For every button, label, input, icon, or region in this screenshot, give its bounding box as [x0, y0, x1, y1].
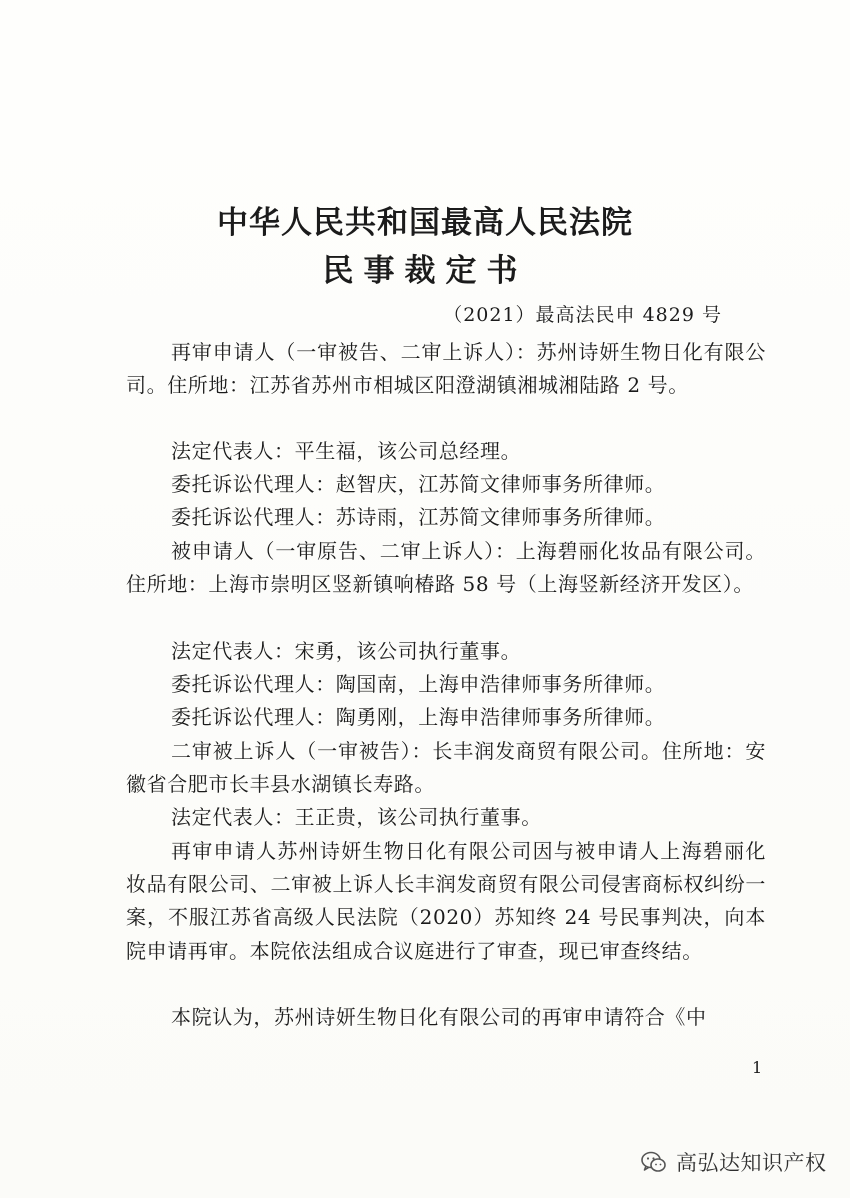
paragraph-court-opinion: 本院认为，苏州诗妍生物日化有限公司的再审申请符合《中: [171, 1005, 707, 1029]
paragraph-case-summary: 再审申请人苏州诗妍生物日化有限公司因与被申请人上海碧丽化妆品有限公司、二审被上诉人长丰润发商贸有限公司侵害商标权纠纷一案，不服江苏省高级人民法院（2020）苏知终 24 号民事判决，向本院申请再审。本院依法组成合议庭进行了审查，现已审查终结。: [126, 839, 766, 963]
paragraph-respondent-agent-1: 委托诉讼代理人：陶国南，上海申浩律师事务所律师。: [171, 672, 666, 696]
paragraph-applicant-rep: 法定代表人：平生福，该公司总经理。: [171, 439, 522, 463]
paragraph-second-appellee: 二审被上诉人（一审被告）：长丰润发商贸有限公司。住所地：安徽省合肥市长丰县水湖镇长寿路。: [126, 739, 766, 797]
page-number: 1: [752, 1058, 763, 1077]
paragraph-respondent: 被申请人（一审原告、二审上诉人）：上海碧丽化妆品有限公司。住所地：上海市崇明区竖新镇响椿路 58 号（上海竖新经济开发区）。: [126, 539, 766, 597]
court-title: 中华人民共和国最高人民法院: [217, 205, 633, 241]
document-type-title: 民事裁定书: [322, 253, 528, 289]
paragraph-applicant-agent-2: 委托诉讼代理人：苏诗雨，江苏简文律师事务所律师。: [171, 505, 666, 529]
paragraph-applicant-agent-1: 委托诉讼代理人：赵智庆，江苏简文律师事务所律师。: [171, 472, 666, 496]
wechat-icon: [640, 1148, 668, 1176]
paragraph-respondent-rep: 法定代表人：宋勇，该公司执行董事。: [171, 639, 522, 663]
paragraph-appellee-rep: 法定代表人：王正贵，该公司执行董事。: [171, 805, 542, 829]
paragraph-applicant: 再审申请人（一审被告、二审上诉人）：苏州诗妍生物日化有限公司。住所地：江苏省苏州市相城区阳澄湖镇湘城湘陆路 2 号。: [126, 340, 766, 398]
case-number: （2021）最高法民申 4829 号: [443, 304, 722, 326]
paragraph-respondent-agent-2: 委托诉讼代理人：陶勇刚，上海申浩律师事务所律师。: [171, 705, 666, 729]
watermark-text: 高弘达知识产权: [676, 1151, 827, 1175]
watermark: [640, 1142, 827, 1182]
